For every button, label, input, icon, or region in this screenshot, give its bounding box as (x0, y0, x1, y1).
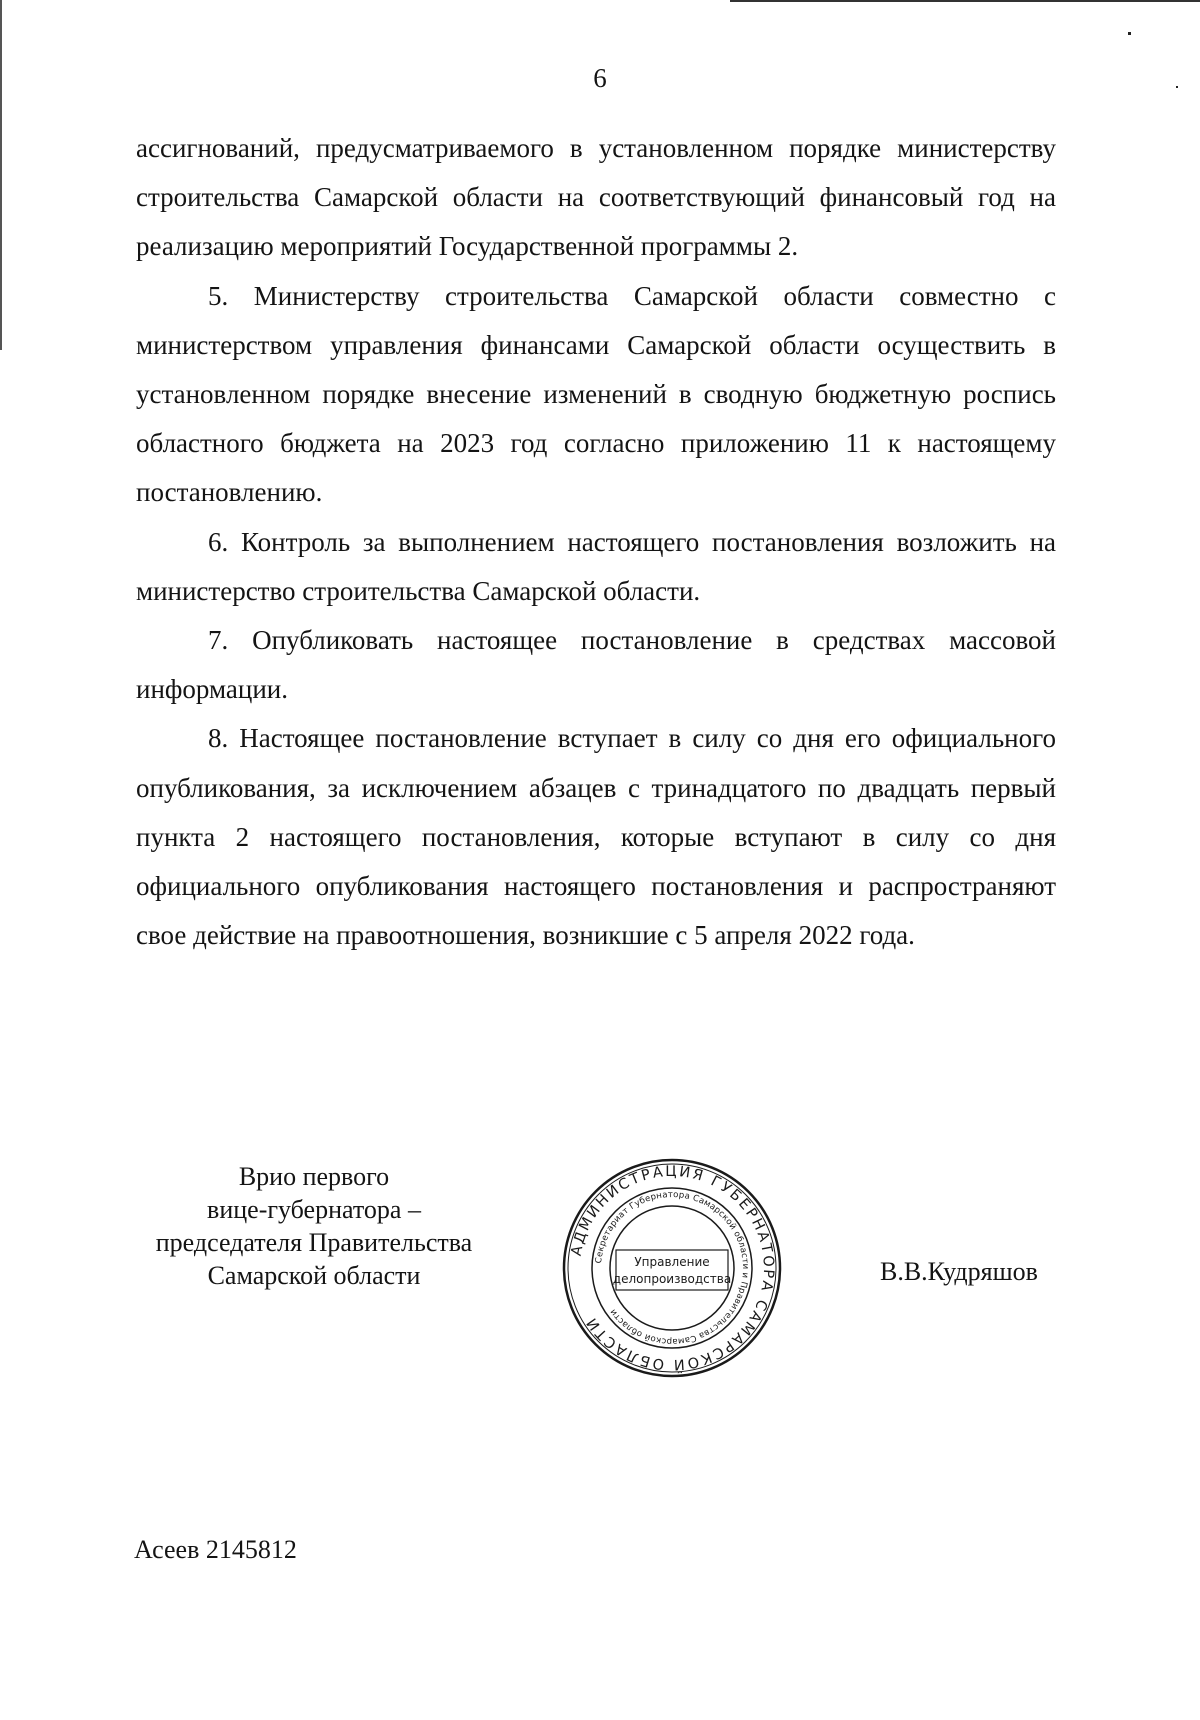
scan-edge-top (730, 0, 1200, 2)
seal-outer-text: АДМИНИСТРАЦИЯ ГУБЕРНАТОРА САМАРСКОЙ ОБЛАСТИ (568, 1163, 777, 1373)
seal-inner-text: Секретариат Губернатора Самарской области и Правительства Самарской области (594, 1189, 751, 1347)
paragraph-item-7: 7. Опубликовать настоящее постановление в средствах массовой информации. (136, 625, 1056, 705)
signer-position-line: председателя Правительства (155, 1228, 473, 1257)
paragraph-item-8: 8. Настоящее постановление вступает в силу со дня его официального опубликования, за исключением абзацев с тринадцатого по двадцать первый пункта 2 настоящего постановления, которые вступают в силу со дня официального опубликования настоящего постановления и распространяют свое действие на правоотношения, возникшие с 5 апреля 2022 года. (136, 723, 1056, 951)
scan-edge-left (0, 0, 2, 350)
seal-center-line: Управление (634, 1255, 710, 1269)
executor-contact: Асеев 2145812 (134, 1535, 297, 1564)
official-seal (560, 1156, 784, 1380)
signer-position (134, 1160, 494, 1292)
paragraph-item-6: 6. Контроль за выполнением настоящего постановления возложить на министерство строительства Самарской области. (136, 526, 1056, 606)
signature-block (0, 1156, 1200, 1376)
signer-position-line: вице-губернатора – (207, 1195, 421, 1224)
scan-speck (1128, 32, 1131, 35)
signer-position-line: Врио первого (238, 1162, 390, 1191)
paragraph-continuation: ассигнований, предусматриваемого в установленном порядке министерству строительства Самарской области на соответствующий финансовый год на реализацию мероприятий Государственной программы 2. (136, 133, 1056, 262)
page-number: 6 (593, 63, 607, 93)
signer-name: В.В.Кудряшов (880, 1257, 1038, 1286)
signer-position-line: Самарской области (207, 1261, 421, 1290)
document-body (136, 124, 1056, 960)
paragraph-item-5: 5. Министерству строительства Самарской области совместно с министерством управления финансами Самарской области осуществить в установленном порядке внесение изменений в сводную бюджетную роспись областного бюджета на 2023 год согласно приложению 11 к настоящему постановлению. (136, 280, 1056, 508)
seal-center-line: делопроизводства (612, 1272, 732, 1286)
